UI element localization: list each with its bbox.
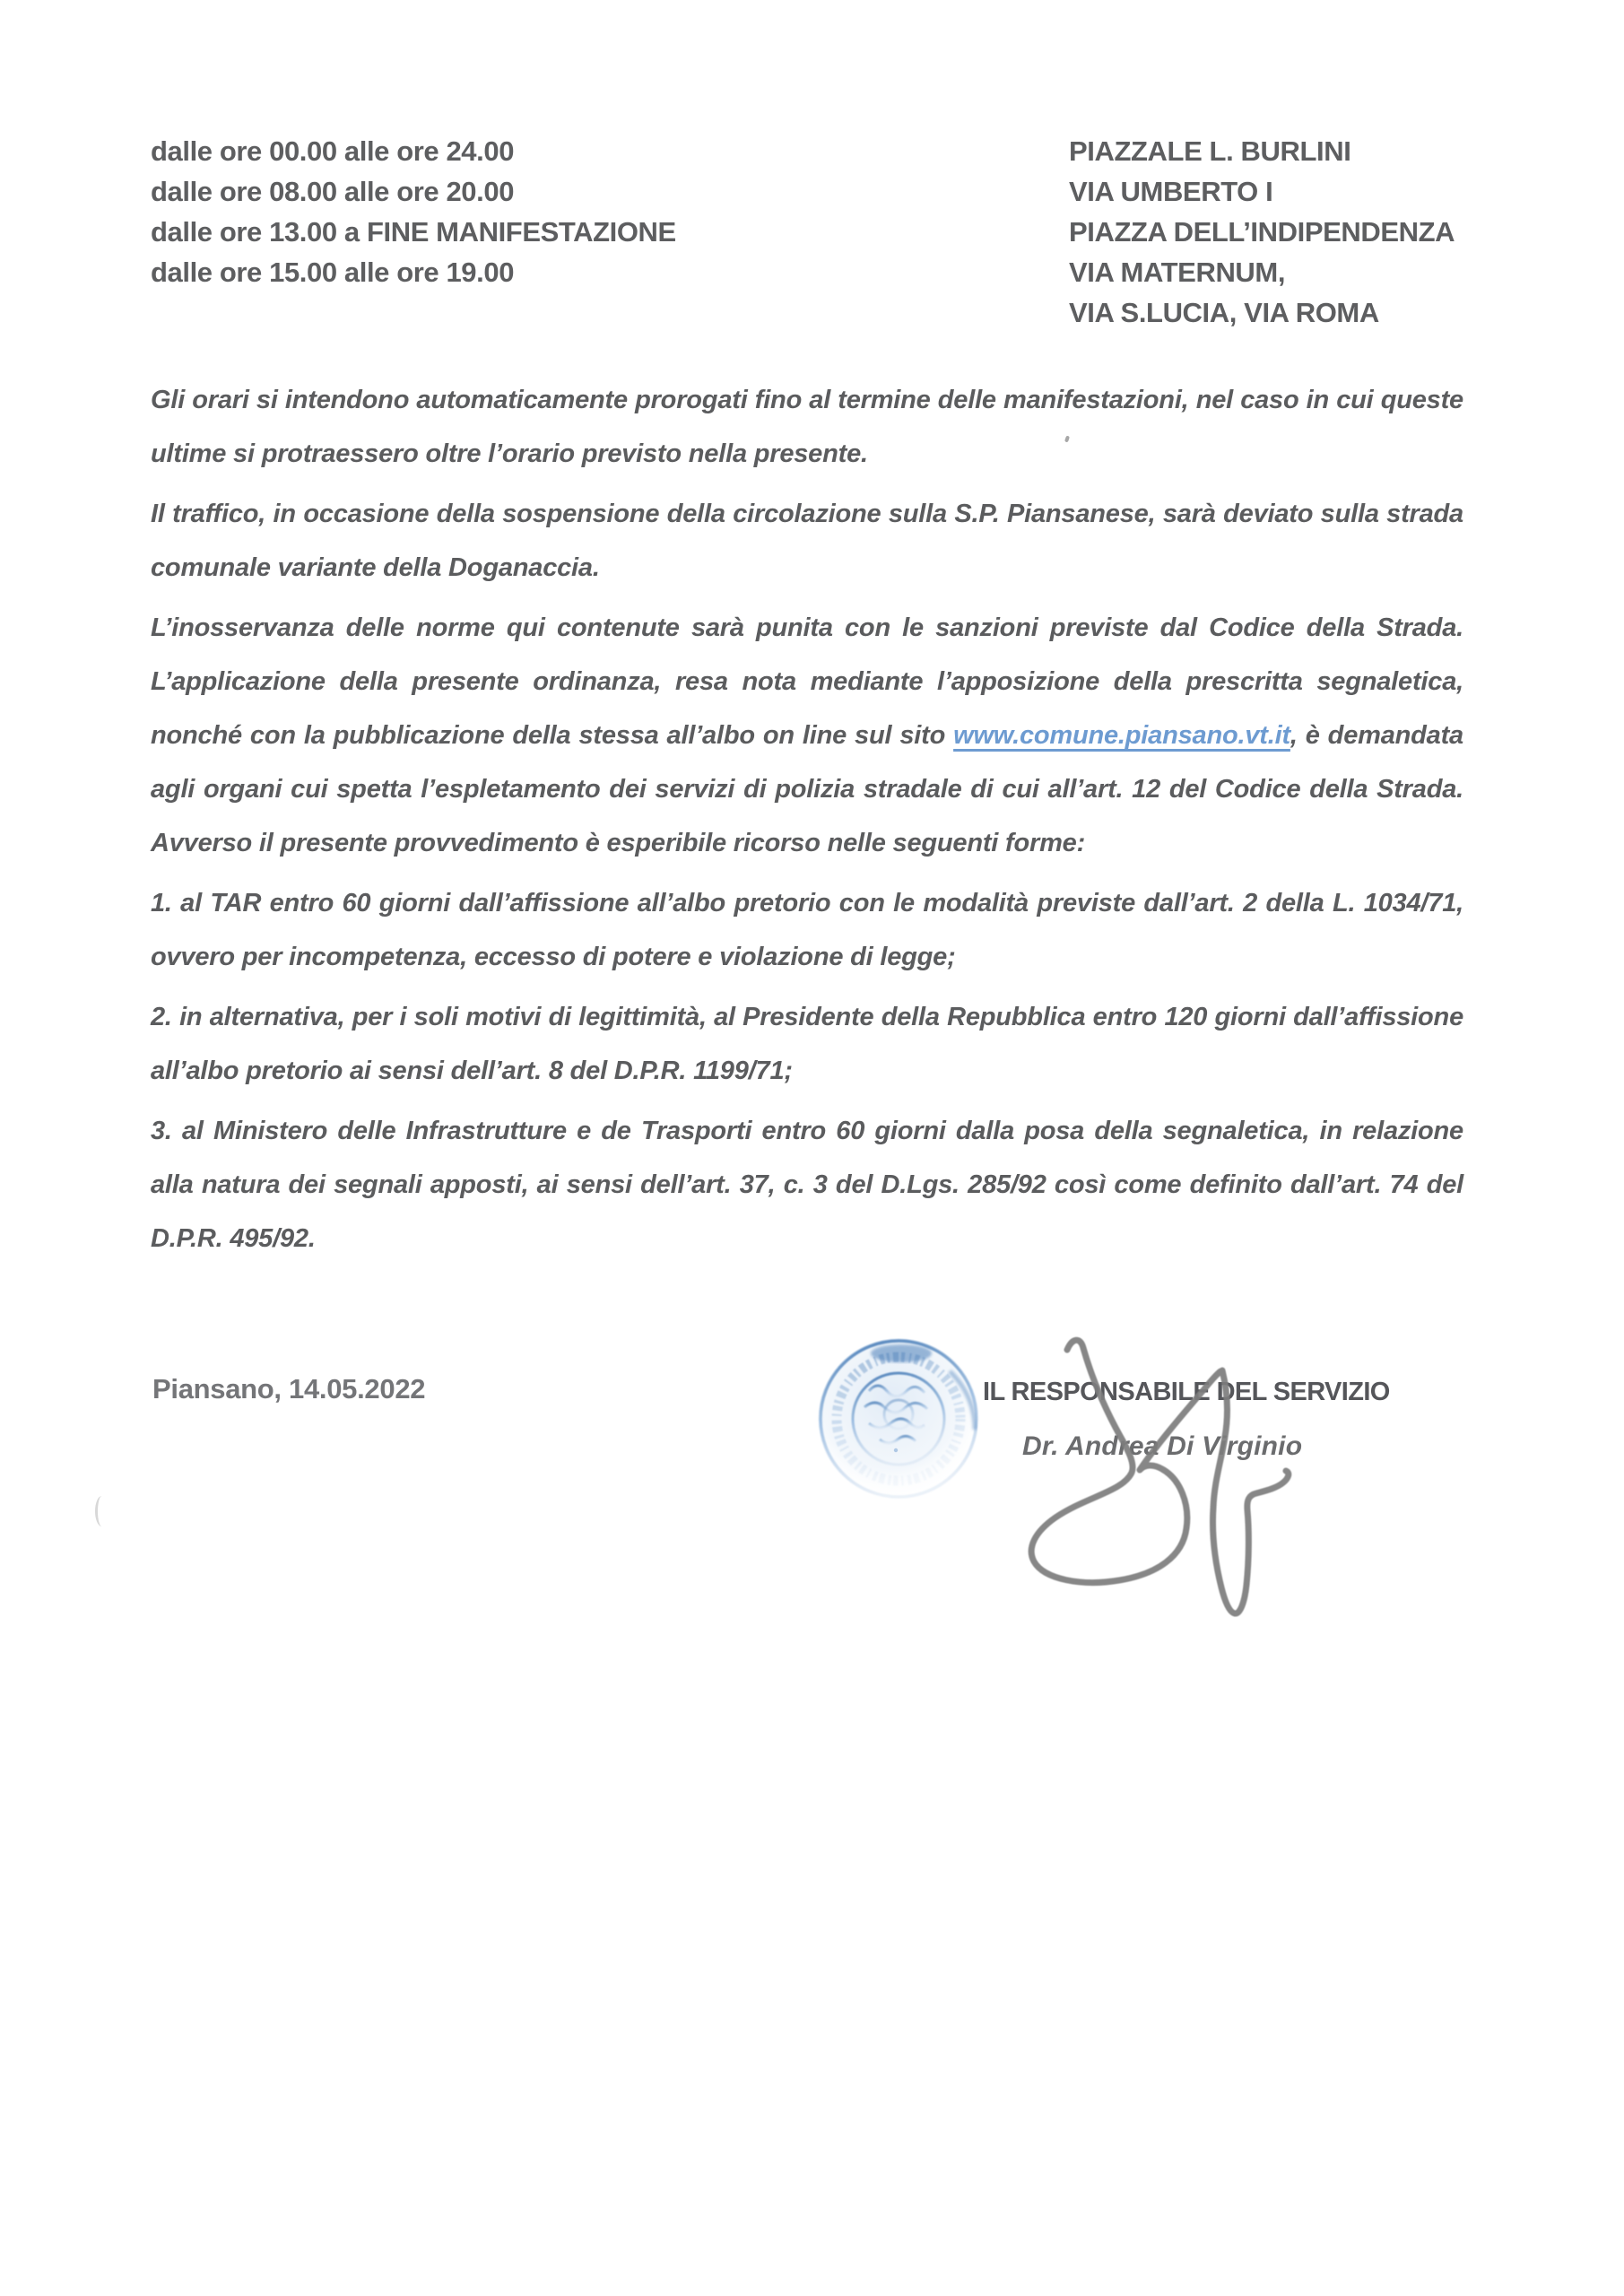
location-line: VIA UMBERTO I [1069,176,1273,207]
appeal-item-ministry: 3. al Ministero delle Infrastrutture e de Trasporti entro 60 giorni dalla posa della segnaletica, in relazione alla natura dei segnali apposti, ai sensi dell’art. 37, c. 3 del D.Lgs. 285/92 così come definito dall’art. 74 del D.P.R. 495/92. [151,1117,1463,1253]
appeal-item-president: 2. in alternativa, per i soli motivi di legittimità, al Presidente della Repubblica entro 120 giorni dall’affissione all’albo pretorio ai sensi dell’art. 8 del D.P.R. 1199/71; [151,1003,1463,1085]
signature-stroke-vertical [1212,1370,1288,1613]
schedule-locations [1069,131,1463,333]
ordinance-text [151,373,1463,1265]
signer-name: Dr. Andrea Di Virginio [1022,1431,1303,1461]
schedule-time-line: dalle ore 15.00 alle ore 19.00 [151,257,515,288]
signature-stroke-loop [1031,1340,1220,1582]
enforcement-text-before-link: L’inosservanza delle norme qui contenute sarà punita con le sanzioni previste dal Codice della Strada. L’applicazione della presente ordinanza, resa nota mediante l’apposizione della prescritta segnaletica, nonché con la pubblicazione della stessa all’albo on line sul sito [151,613,1463,750]
schedule-block [151,131,1463,333]
stamp-graphic [815,1335,982,1502]
paragraph-hours-extension: Gli orari si intendono automaticamente prorogati fino al termine delle manifestazioni, nel caso in cui queste ultime si protraessero oltre l’orario previsto nella presente. [151,386,1463,468]
paragraph-enforcement [151,601,1463,870]
scan-artifact [95,1496,109,1526]
location-line: PIAZZALE L. BURLINI [1069,135,1351,167]
appeal-item-tar: 1. al TAR entro 60 giorni dall’affissione all’albo pretorio con le modalità previste dall’art. 2 della L. 1034/71, ovvero per incompetenza, eccesso di potere e violazione di legge; [151,889,1463,971]
municipal-stamp-icon [815,1335,982,1502]
schedule-time-line: dalle ore 00.00 alle ore 24.00 [151,135,515,167]
location-line: VIA S.LUCIA, VIA ROMA [1069,297,1379,328]
enforcement-text-after-link: , è demandata agli organi cui spetta l’espletamento dei servizi di polizia stradale di cui all’art. 12 del Codice della Strada. Avverso il presente provvedimento è esperibile ricorso nelle seguenti forme: [151,721,1463,857]
schedule-times [151,131,1069,333]
role-title: IL RESPONSABILE DEL SERVIZIO [983,1378,1390,1406]
municipal-website-link[interactable]: www.comune.piansano.vt.it [953,721,1290,750]
handwritten-signature [968,1274,1327,1650]
schedule-time-line: dalle ore 13.00 a FINE MANIFESTAZIONE [151,216,676,248]
place-date: Piansano, 14.05.2022 [152,1373,426,1405]
location-line: PIAZZA DELL’INDIPENDENZA [1069,216,1455,248]
paragraph-traffic-detour: Il traffico, in occasione della sospensione della circolazione sulla S.P. Piansanese, sarà deviato sulla strada comunale variante della Doganaccia. [151,500,1463,582]
schedule-time-line: dalle ore 08.00 alle ore 20.00 [151,176,515,207]
location-line: VIA MATERNUM, [1069,257,1286,288]
